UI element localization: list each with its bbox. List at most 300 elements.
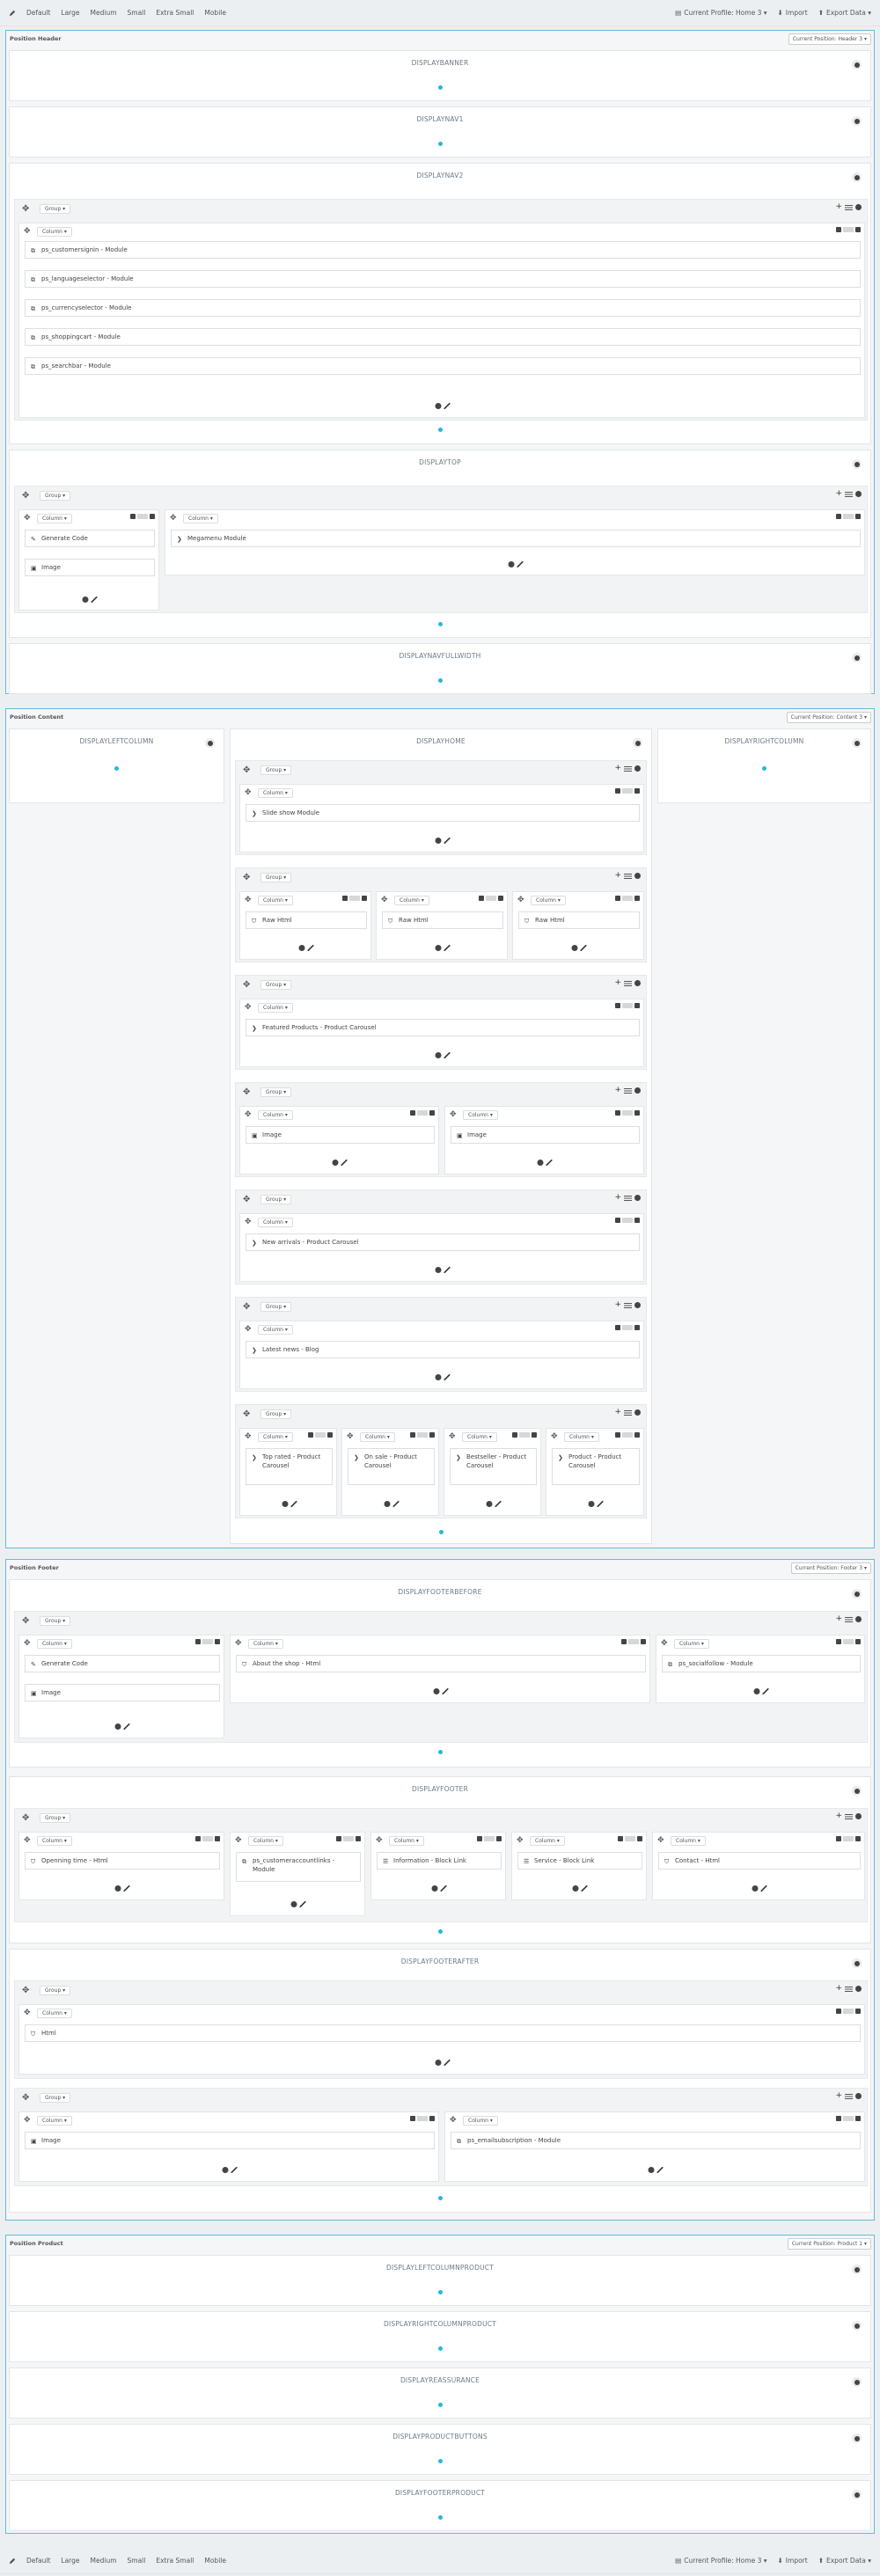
add-group-dot[interactable]	[438, 622, 443, 626]
close-icon[interactable]	[429, 1432, 435, 1438]
close-icon[interactable]	[356, 1836, 361, 1841]
gear-icon[interactable]	[649, 2167, 655, 2173]
width-icon[interactable]	[622, 896, 633, 901]
bars-icon[interactable]	[624, 874, 632, 879]
gear-icon[interactable]	[855, 204, 862, 210]
move-icon[interactable]: ✥	[245, 788, 252, 797]
bars-icon[interactable]	[624, 1088, 632, 1094]
edit-icon[interactable]	[444, 1267, 451, 1273]
gear-icon[interactable]	[855, 1616, 862, 1622]
minus-icon[interactable]	[512, 1432, 517, 1438]
gear-icon[interactable]	[573, 1885, 579, 1892]
move-icon[interactable]: ✥	[245, 1432, 252, 1441]
minus-icon[interactable]	[195, 1836, 201, 1841]
edit-icon[interactable]	[92, 596, 98, 603]
edit-icon[interactable]	[443, 1688, 449, 1694]
profile-dropdown[interactable]	[675, 2557, 766, 2565]
gear-icon[interactable]	[282, 1501, 289, 1507]
width-icon[interactable]	[484, 1836, 495, 1841]
profile-dropdown[interactable]	[675, 9, 766, 17]
plus-icon[interactable]: +	[614, 871, 621, 880]
column-dropdown[interactable]: Column ▾	[37, 1836, 72, 1846]
device-medium[interactable]: Medium	[90, 9, 117, 17]
edit-icon[interactable]	[763, 1688, 769, 1694]
minus-icon[interactable]	[615, 1432, 620, 1438]
module-item[interactable]	[25, 241, 861, 259]
plus-icon[interactable]: +	[614, 1086, 621, 1094]
group-dropdown[interactable]: Group ▾	[260, 1087, 291, 1097]
column-dropdown[interactable]: Column ▾	[37, 514, 72, 523]
move-icon[interactable]: ✥	[24, 2116, 31, 2125]
module-item[interactable]	[25, 270, 861, 288]
device-large[interactable]: Large	[61, 9, 80, 17]
width-icon[interactable]	[622, 1003, 633, 1008]
width-icon[interactable]	[625, 1836, 635, 1841]
module-item[interactable]	[246, 804, 640, 822]
edit-icon[interactable]	[341, 1160, 348, 1166]
plus-icon[interactable]: +	[835, 1811, 842, 1820]
plus-icon[interactable]: +	[835, 1984, 842, 1993]
close-icon[interactable]	[634, 788, 640, 794]
width-icon[interactable]	[843, 2009, 854, 2014]
width-icon[interactable]	[843, 227, 854, 232]
move-icon[interactable]: ✥	[376, 1836, 383, 1845]
device-mobile[interactable]: Mobile	[204, 9, 226, 17]
plus-icon[interactable]: +	[835, 489, 842, 498]
width-icon[interactable]	[622, 1218, 633, 1223]
move-icon[interactable]: ✥	[24, 514, 31, 523]
plus-icon[interactable]: +	[614, 764, 621, 772]
edit-icon[interactable]	[124, 1885, 130, 1892]
close-icon[interactable]	[498, 896, 503, 901]
close-icon[interactable]	[634, 1218, 640, 1223]
minus-icon[interactable]	[615, 1003, 620, 1008]
close-icon[interactable]	[429, 1110, 435, 1116]
close-icon[interactable]	[215, 1639, 220, 1644]
close-icon[interactable]	[634, 1003, 640, 1008]
device-default[interactable]: Default	[26, 9, 51, 17]
module-item[interactable]	[518, 911, 640, 929]
module-item[interactable]	[25, 2024, 861, 2042]
gear-icon[interactable]	[852, 172, 862, 182]
edit-icon[interactable]	[598, 1501, 604, 1507]
plus-icon[interactable]: +	[614, 1300, 621, 1309]
device-extra-small[interactable]: Extra Small	[156, 2557, 194, 2565]
minus-icon[interactable]	[836, 1639, 841, 1644]
minus-icon[interactable]	[308, 1432, 313, 1438]
gear-icon[interactable]	[589, 1501, 595, 1507]
export-button[interactable]	[818, 2557, 871, 2565]
module-item[interactable]	[552, 1448, 640, 1485]
module-item[interactable]	[658, 1852, 861, 1870]
gear-icon[interactable]	[538, 1160, 544, 1166]
minus-icon[interactable]	[615, 1218, 620, 1223]
device-default[interactable]: Default	[26, 2557, 51, 2565]
gear-icon[interactable]	[852, 2265, 862, 2274]
gear-icon[interactable]	[855, 1986, 862, 1992]
plus-icon[interactable]: +	[835, 2091, 842, 2100]
gear-icon[interactable]	[487, 1501, 493, 1507]
minus-icon[interactable]	[477, 1836, 482, 1841]
move-icon[interactable]: ✥	[243, 873, 251, 882]
gear-icon[interactable]	[434, 1688, 440, 1694]
minus-icon[interactable]	[836, 227, 841, 232]
add-group-dot[interactable]	[438, 2346, 443, 2351]
module-item[interactable]	[25, 299, 861, 317]
add-group-dot[interactable]	[438, 2290, 443, 2294]
minus-icon[interactable]	[618, 1836, 623, 1841]
column-dropdown[interactable]: Column ▾	[258, 1325, 293, 1335]
edit-icon[interactable]	[444, 1052, 451, 1058]
gear-icon[interactable]	[634, 1195, 641, 1201]
move-icon[interactable]: ✥	[449, 1432, 456, 1441]
import-button[interactable]	[778, 9, 808, 17]
move-icon[interactable]: ✥	[517, 896, 524, 904]
gear-icon[interactable]	[852, 60, 862, 70]
column-dropdown[interactable]: Column ▾	[394, 896, 429, 905]
add-group-dot[interactable]	[438, 142, 443, 146]
column-dropdown[interactable]: Column ▾	[37, 227, 72, 237]
width-icon[interactable]	[519, 1432, 530, 1438]
minus-icon[interactable]	[342, 896, 348, 901]
edit-icon[interactable]	[441, 1885, 447, 1892]
add-group-dot[interactable]	[438, 1750, 443, 1754]
gear-icon[interactable]	[752, 1885, 759, 1892]
position-profile-dropdown[interactable]: Current Position: Content 3 ▾	[787, 712, 871, 723]
module-item[interactable]	[377, 1852, 502, 1870]
width-icon[interactable]	[843, 1639, 854, 1644]
width-icon[interactable]	[628, 1639, 639, 1644]
minus-icon[interactable]	[195, 1639, 201, 1644]
move-icon[interactable]: ✥	[450, 1110, 457, 1119]
module-item[interactable]	[246, 1126, 435, 1144]
width-icon[interactable]	[843, 2116, 854, 2121]
width-icon[interactable]	[417, 2116, 428, 2121]
move-icon[interactable]: ✥	[517, 1836, 524, 1845]
close-icon[interactable]	[855, 2009, 861, 2014]
move-icon[interactable]: ✥	[22, 2093, 30, 2103]
module-item[interactable]	[25, 357, 861, 375]
group-dropdown[interactable]: Group ▾	[260, 1302, 291, 1312]
column-dropdown[interactable]: Column ▾	[674, 1639, 709, 1649]
gear-icon[interactable]	[852, 1786, 862, 1796]
gear-icon[interactable]	[436, 945, 442, 951]
gear-icon[interactable]	[385, 1501, 391, 1507]
close-icon[interactable]	[855, 2116, 861, 2121]
module-item[interactable]	[246, 1341, 640, 1358]
plus-icon[interactable]: +	[614, 978, 621, 987]
move-icon[interactable]: ✥	[245, 1325, 252, 1334]
add-group-dot[interactable]	[438, 1929, 443, 1934]
edit-icon[interactable]	[546, 1160, 553, 1166]
column-dropdown[interactable]: Column ▾	[258, 1003, 293, 1013]
bars-icon[interactable]	[624, 1196, 632, 1201]
move-icon[interactable]: ✥	[661, 1639, 668, 1648]
close-icon[interactable]	[429, 2116, 435, 2121]
gear-icon[interactable]	[634, 1087, 641, 1094]
minus-icon[interactable]	[130, 514, 136, 519]
column-dropdown[interactable]: Column ▾	[531, 896, 566, 905]
width-icon[interactable]	[202, 1639, 213, 1644]
edit-icon[interactable]	[495, 1501, 502, 1507]
group-dropdown[interactable]: Group ▾	[260, 980, 291, 990]
module-item[interactable]	[246, 1233, 640, 1251]
column-dropdown[interactable]: Column ▾	[258, 1110, 293, 1120]
add-group-dot[interactable]	[114, 766, 119, 771]
column-dropdown[interactable]: Column ▾	[248, 1836, 283, 1846]
gear-icon[interactable]	[83, 596, 89, 603]
position-profile-dropdown[interactable]: Current Position: Header 3 ▾	[788, 33, 871, 45]
device-extra-small[interactable]: Extra Small	[156, 9, 194, 17]
close-icon[interactable]	[215, 1836, 220, 1841]
minus-icon[interactable]	[836, 2009, 841, 2014]
module-item[interactable]	[246, 1448, 333, 1485]
close-icon[interactable]	[634, 1432, 640, 1438]
move-icon[interactable]: ✥	[24, 2009, 31, 2017]
move-icon[interactable]: ✥	[22, 204, 30, 214]
move-icon[interactable]: ✥	[24, 1836, 31, 1845]
column-dropdown[interactable]: Column ▾	[258, 896, 293, 905]
module-item[interactable]	[25, 328, 861, 346]
edit-icon[interactable]	[517, 561, 524, 567]
gear-icon[interactable]	[855, 2093, 862, 2099]
edit-icon[interactable]	[761, 1885, 767, 1892]
close-icon[interactable]	[855, 227, 861, 232]
minus-icon[interactable]	[336, 1836, 341, 1841]
module-item[interactable]	[25, 530, 155, 547]
width-icon[interactable]	[343, 1836, 354, 1841]
group-dropdown[interactable]: Group ▾	[40, 491, 70, 501]
edit-icon[interactable]	[581, 945, 587, 951]
group-dropdown[interactable]: Group ▾	[40, 204, 70, 214]
close-icon[interactable]	[150, 514, 155, 519]
width-icon[interactable]	[843, 1836, 854, 1841]
column-dropdown[interactable]: Column ▾	[183, 514, 218, 523]
move-icon[interactable]: ✥	[22, 1813, 30, 1823]
group-dropdown[interactable]: Group ▾	[260, 873, 291, 882]
gear-icon[interactable]	[855, 491, 862, 497]
edit-icon[interactable]	[582, 1885, 588, 1892]
width-icon[interactable]	[137, 514, 148, 519]
gear-icon[interactable]	[572, 945, 578, 951]
gear-icon[interactable]	[633, 738, 642, 748]
column-dropdown[interactable]: Column ▾	[248, 1639, 283, 1649]
close-icon[interactable]	[637, 1836, 642, 1841]
edit-icon[interactable]	[124, 1723, 130, 1730]
bars-icon[interactable]	[624, 1303, 632, 1308]
group-dropdown[interactable]: Group ▾	[40, 2093, 70, 2103]
column-dropdown[interactable]: Column ▾	[37, 2009, 72, 2018]
gear-icon[interactable]	[509, 561, 515, 567]
move-icon[interactable]: ✥	[245, 1003, 252, 1012]
module-item[interactable]	[171, 530, 861, 547]
bars-icon[interactable]	[624, 981, 632, 986]
gear-icon[interactable]	[333, 1160, 339, 1166]
add-group-dot[interactable]	[438, 2196, 443, 2200]
move-icon[interactable]: ✥	[657, 1836, 664, 1845]
group-dropdown[interactable]: Group ▾	[40, 1813, 70, 1823]
module-item[interactable]	[451, 2132, 861, 2149]
move-icon[interactable]: ✥	[551, 1432, 558, 1441]
move-icon[interactable]: ✥	[243, 1087, 251, 1097]
import-button[interactable]	[778, 2557, 808, 2565]
group-dropdown[interactable]: Group ▾	[260, 1195, 291, 1204]
minus-icon[interactable]	[836, 2116, 841, 2121]
move-icon[interactable]: ✥	[24, 227, 31, 236]
close-icon[interactable]	[855, 514, 861, 519]
gear-icon[interactable]	[223, 2167, 229, 2173]
gear-icon[interactable]	[852, 1589, 862, 1599]
gear-icon[interactable]	[205, 738, 215, 748]
gear-icon[interactable]	[291, 1901, 297, 1907]
add-group-dot[interactable]	[438, 2459, 443, 2463]
edit-icon[interactable]	[444, 838, 451, 844]
bars-icon[interactable]	[624, 1410, 632, 1416]
close-icon[interactable]	[855, 1639, 861, 1644]
add-group-dot[interactable]	[438, 678, 443, 683]
close-icon[interactable]	[634, 1325, 640, 1330]
close-icon[interactable]	[634, 1110, 640, 1116]
edit-icon[interactable]	[444, 403, 451, 409]
minus-icon[interactable]	[410, 1110, 415, 1116]
gear-icon[interactable]	[436, 1374, 442, 1380]
gear-icon[interactable]	[436, 1267, 442, 1273]
width-icon[interactable]	[622, 788, 633, 794]
width-icon[interactable]	[417, 1110, 428, 1116]
module-item[interactable]	[450, 1448, 537, 1485]
width-icon[interactable]	[843, 514, 854, 519]
plus-icon[interactable]: +	[614, 1408, 621, 1416]
width-icon[interactable]	[315, 1432, 326, 1438]
minus-icon[interactable]	[479, 896, 484, 901]
add-group-dot[interactable]	[438, 428, 443, 432]
move-icon[interactable]: ✥	[170, 514, 177, 523]
column-dropdown[interactable]: Column ▾	[258, 788, 293, 798]
column-dropdown[interactable]: Column ▾	[463, 2116, 498, 2126]
module-item[interactable]	[382, 911, 503, 929]
edit-icon[interactable]	[291, 1501, 297, 1507]
column-dropdown[interactable]: Column ▾	[389, 1836, 424, 1846]
move-icon[interactable]: ✥	[22, 1616, 30, 1626]
column-dropdown[interactable]: Column ▾	[37, 1639, 72, 1649]
width-icon[interactable]	[622, 1325, 633, 1330]
width-icon[interactable]	[417, 1432, 428, 1438]
gear-icon[interactable]	[436, 838, 442, 844]
bars-icon[interactable]	[845, 1814, 853, 1819]
module-item[interactable]	[662, 1655, 861, 1672]
minus-icon[interactable]	[615, 896, 620, 901]
close-icon[interactable]	[641, 1639, 646, 1644]
edit-icon[interactable]	[300, 1901, 306, 1907]
gear-icon[interactable]	[115, 1885, 121, 1892]
gear-icon[interactable]	[436, 1052, 442, 1058]
gear-icon[interactable]	[299, 945, 305, 951]
column-dropdown[interactable]: Column ▾	[37, 2116, 72, 2126]
move-icon[interactable]: ✥	[22, 491, 30, 501]
bars-icon[interactable]	[845, 492, 853, 497]
move-icon[interactable]: ✥	[243, 765, 251, 775]
gear-icon[interactable]	[852, 116, 862, 126]
column-dropdown[interactable]: Column ▾	[462, 1432, 497, 1442]
gear-icon[interactable]	[436, 403, 442, 409]
gear-icon[interactable]	[432, 1885, 438, 1892]
move-icon[interactable]: ✥	[347, 1432, 354, 1441]
move-icon[interactable]: ✥	[24, 1639, 31, 1648]
module-item[interactable]	[348, 1448, 435, 1485]
minus-icon[interactable]	[410, 1432, 415, 1438]
minus-icon[interactable]	[615, 1110, 620, 1116]
move-icon[interactable]: ✥	[243, 1195, 251, 1204]
gear-icon[interactable]	[852, 459, 862, 469]
move-icon[interactable]: ✥	[243, 1409, 251, 1419]
bars-icon[interactable]	[845, 2094, 853, 2099]
add-group-dot[interactable]	[439, 1530, 444, 1534]
move-icon[interactable]: ✥	[381, 896, 388, 904]
column-dropdown[interactable]: Column ▾	[564, 1432, 599, 1442]
module-item[interactable]	[246, 1019, 640, 1036]
module-item[interactable]	[246, 911, 367, 929]
gear-icon[interactable]	[852, 653, 862, 662]
device-small[interactable]: Small	[127, 9, 146, 17]
move-icon[interactable]: ✥	[450, 2116, 457, 2125]
module-item[interactable]	[25, 1684, 220, 1701]
module-item[interactable]	[25, 1655, 220, 1672]
gear-icon[interactable]	[852, 2377, 862, 2387]
width-icon[interactable]	[349, 896, 360, 901]
pencil-icon[interactable]	[9, 10, 16, 17]
device-medium[interactable]: Medium	[90, 2557, 117, 2565]
device-large[interactable]: Large	[61, 2557, 80, 2565]
width-icon[interactable]	[622, 1432, 633, 1438]
minus-icon[interactable]	[615, 1325, 620, 1330]
module-item[interactable]	[25, 559, 155, 576]
column-dropdown[interactable]: Column ▾	[360, 1432, 395, 1442]
group-dropdown[interactable]: Group ▾	[40, 1616, 70, 1626]
plus-icon[interactable]: +	[835, 1614, 842, 1623]
edit-icon[interactable]	[444, 2060, 451, 2066]
plus-icon[interactable]: +	[614, 1193, 621, 1202]
add-group-dot[interactable]	[438, 2403, 443, 2407]
group-dropdown[interactable]: Group ▾	[260, 765, 291, 775]
module-item[interactable]	[236, 1852, 361, 1882]
device-small[interactable]: Small	[127, 2557, 146, 2565]
minus-icon[interactable]	[836, 1836, 841, 1841]
column-dropdown[interactable]: Column ▾	[671, 1836, 706, 1846]
edit-icon[interactable]	[444, 945, 451, 951]
module-item[interactable]	[25, 2132, 435, 2149]
bars-icon[interactable]	[624, 766, 632, 772]
module-item[interactable]	[517, 1852, 642, 1870]
plus-icon[interactable]: +	[835, 202, 842, 211]
edit-icon[interactable]	[231, 2167, 238, 2173]
gear-icon[interactable]	[852, 2433, 862, 2443]
gear-icon[interactable]	[115, 1723, 121, 1730]
group-dropdown[interactable]: Group ▾	[260, 1409, 291, 1419]
minus-icon[interactable]	[410, 2116, 415, 2121]
gear-icon[interactable]	[852, 738, 862, 748]
gear-icon[interactable]	[852, 1958, 862, 1968]
close-icon[interactable]	[362, 896, 367, 901]
gear-icon[interactable]	[634, 1302, 641, 1308]
gear-icon[interactable]	[634, 873, 641, 879]
module-item[interactable]	[25, 1852, 220, 1870]
width-icon[interactable]	[486, 896, 496, 901]
move-icon[interactable]: ✥	[235, 1836, 242, 1845]
close-icon[interactable]	[634, 896, 640, 901]
edit-icon[interactable]	[444, 1374, 451, 1380]
move-icon[interactable]: ✥	[22, 1986, 30, 1995]
width-icon[interactable]	[202, 1836, 213, 1841]
